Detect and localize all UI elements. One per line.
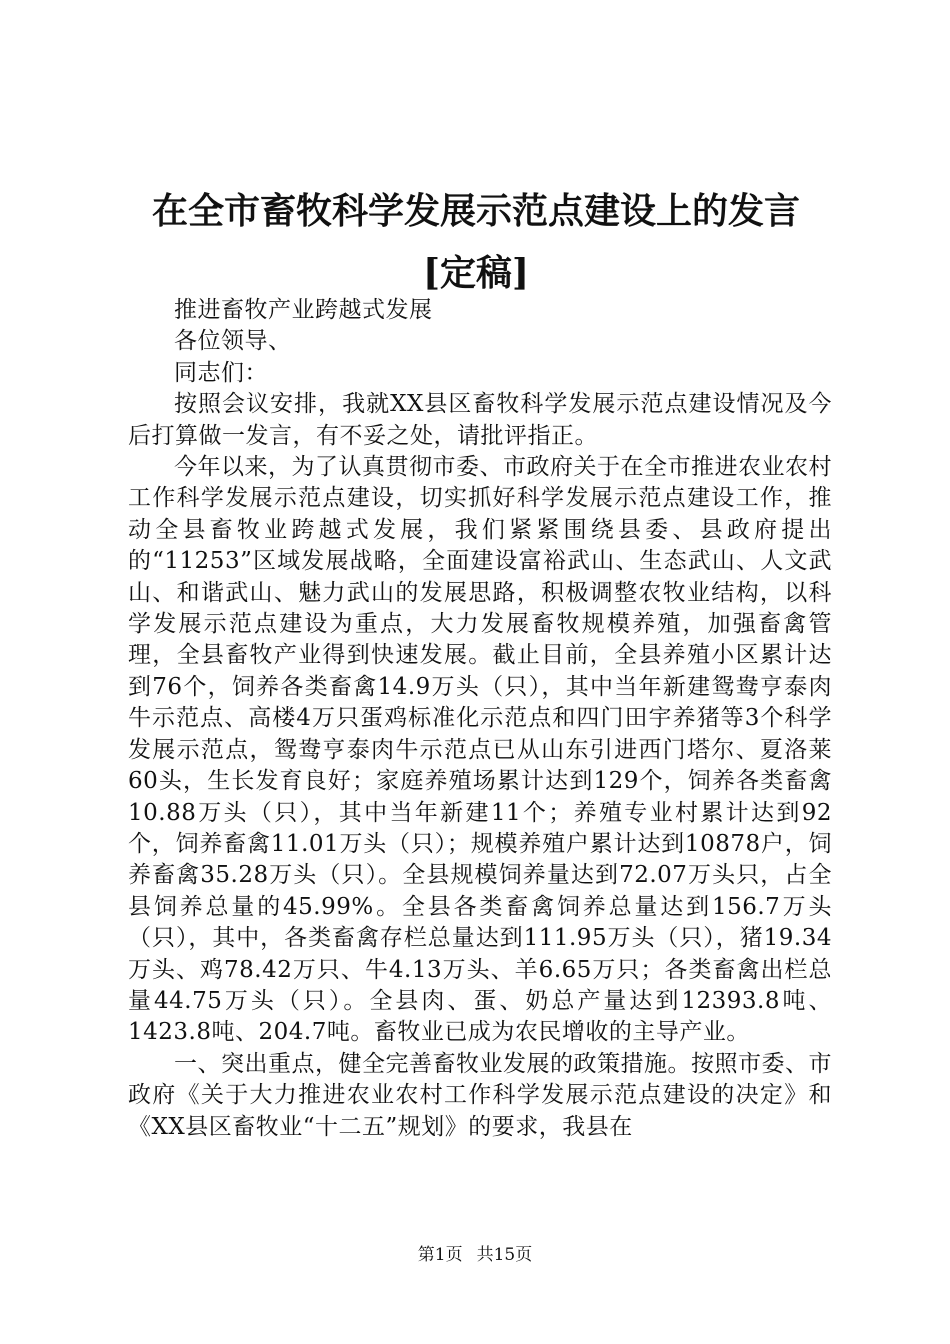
overview-paragraph: 今年以来，为了认真贯彻市委、市政府关于在全市推进农业农村工作科学发展示范点建设，切实抓好科学发展示范点建设工作，推动全县畜牧业跨越式发展，我们紧紧围绕县委、县政府提出的“11253”区域发展战略，全面建设富裕武山、生态武山、人文武山、和谐武山、魅力武山的发展思路，积极调整农牧业结构，以科学发展示范点建设为重点，大力发展畜牧规模养殖，加强畜禽管理，全县畜牧产业得到快速发展。截止目前，全县养殖小区累计达到76个，饲养各类畜禽14.9万头（只），其中当年新建鸳鸯亨泰肉牛示范点、高楼4万只蛋鸡标准化示范点和四门田宇养猪等3个科学发展示范点，鸳鸯亨泰肉牛示范点已从山东引进西门塔尔、夏洛莱60头，生长发育良好；家庭养殖场累计达到129个，饲养各类畜禽10.88万头（只），其中当年新建11个；养殖专业村累计达到92个，饲养畜禽11.01万头（只）；规模养殖户累计达到10878户，饲养畜禽35.28万头（只）。全县规模饲养量达到72.07万头只，占全县饲养总量的45.99%。全县各类畜禽饲养总量达到156.7万头（只），其中，各类畜禽存栏总量达到111.95万头（只），猪19.34万头、鸡78.42万只、牛4.13万头、羊6.65万只；各类畜禽出栏总量44.75万头（只）。全县肉、蛋、奶总产量达到12393.8吨、1423.8吨、204.7吨。畜牧业已成为农民增收的主导产业。 xyxy=(128,454,832,1046)
page-total: 共15页 xyxy=(476,1245,533,1265)
salutation-leaders: 各位领导、 xyxy=(174,328,292,355)
salutation-comrades: 同志们： xyxy=(174,359,268,386)
page-number: 第1页 xyxy=(417,1245,463,1265)
document-title: 在全市畜牧科学发展示范点建设上的发言[定稿] xyxy=(151,190,800,294)
document-body xyxy=(128,295,832,1143)
section-one-paragraph: 一、突出重点，健全完善畜牧业发展的政策措施。按照市委、市政府《关于大力推进农业农村工作科学发展示范点建设的决定》和《XX县区畜牧业“十二五”规划》的要求，我县在 xyxy=(128,1050,832,1140)
page-footer xyxy=(0,1243,950,1267)
intro-paragraph: 按照会议安排，我就XX县区畜牧科学发展示范点建设情况及今后打算做一发言，有不妥之处，请批评指正。 xyxy=(128,391,832,449)
subtitle-paragraph: 推进畜牧产业跨越式发展 xyxy=(174,297,433,323)
